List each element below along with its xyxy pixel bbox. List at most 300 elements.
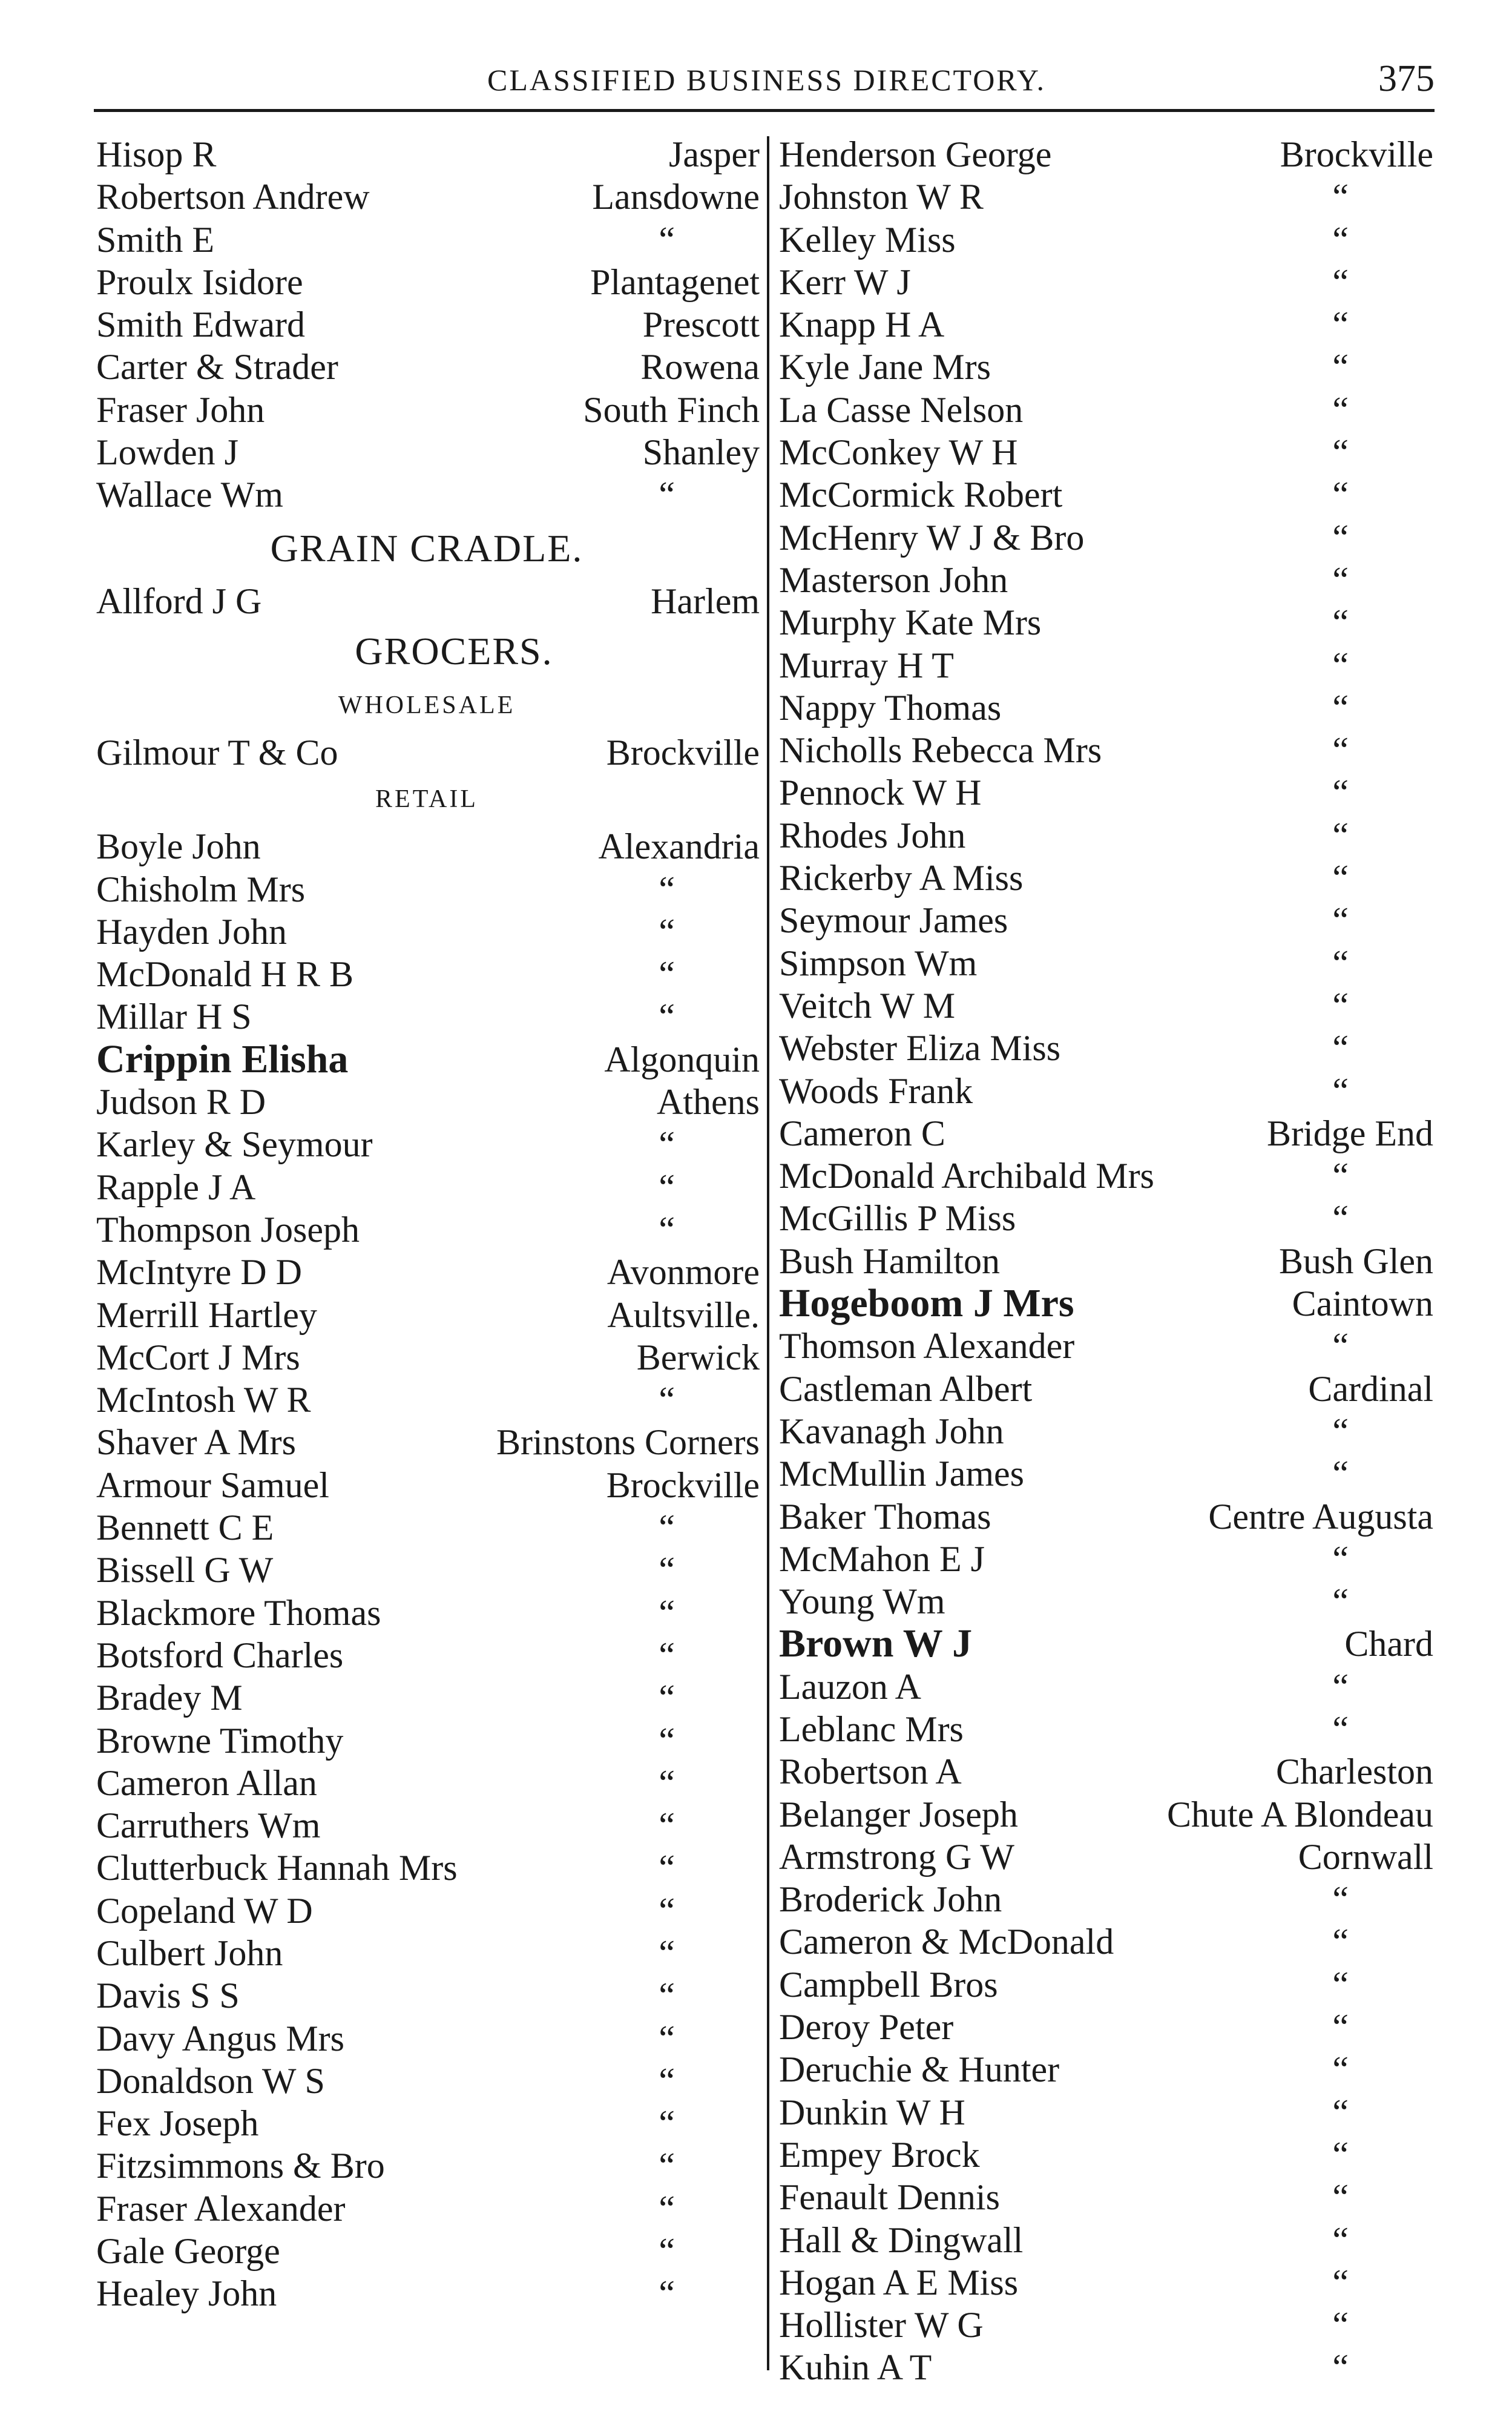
entry-name: Broderick John <box>779 1879 1002 1920</box>
entry-name: Davis S S <box>96 1976 240 2016</box>
entry-name: Young Wm <box>779 1581 945 1622</box>
entry-place: “ <box>659 2060 675 2101</box>
directory-entry <box>94 1251 760 1293</box>
entry-name: Simpson Wm <box>779 943 978 983</box>
directory-entry <box>94 1166 760 1208</box>
section-heading-grocers: GROCERS. <box>355 629 553 673</box>
entry-name: Gilmour T & Co <box>96 732 338 773</box>
entry-name: Kavanagh John <box>779 1411 1004 1451</box>
entry-place: “ <box>659 1848 675 1888</box>
left-top-listing <box>94 133 760 516</box>
entry-place: “ <box>1332 1538 1349 1579</box>
directory-entry <box>777 1920 1433 1963</box>
directory-entry <box>777 176 1433 218</box>
directory-entry <box>777 1963 1433 2006</box>
entry-name: McConkey W H <box>779 432 1018 473</box>
entry-name: Veitch W M <box>779 985 956 1026</box>
entry-place: “ <box>659 475 675 515</box>
entry-place: “ <box>1332 1964 1349 2005</box>
entry-name: Copeland W D <box>96 1890 313 1931</box>
entry-place: “ <box>1332 1581 1349 1622</box>
directory-entry <box>777 516 1433 559</box>
directory-entry <box>777 1282 1433 1325</box>
entry-name: McMullin James <box>779 1454 1024 1494</box>
directory-entry <box>94 389 760 431</box>
directory-entry <box>94 1890 760 1932</box>
directory-entry <box>94 2187 760 2230</box>
entry-name: McCormick Robert <box>779 475 1063 515</box>
entry-name: Masterson John <box>779 559 1008 600</box>
directory-entry <box>777 687 1433 729</box>
directory-entry <box>777 431 1433 473</box>
entry-place: “ <box>659 1720 675 1761</box>
entry-place: “ <box>1332 815 1349 855</box>
directory-entry <box>94 1294 760 1336</box>
entry-name: Hisop R <box>96 134 217 174</box>
entry-name: Hall & Dingwall <box>779 2220 1024 2260</box>
entry-place: “ <box>1332 219 1349 260</box>
entry-name: Blackmore Thomas <box>96 1592 381 1633</box>
entry-place: “ <box>1332 687 1349 728</box>
entry-place: “ <box>1332 1879 1349 1920</box>
entry-name: Fraser John <box>96 389 265 430</box>
entry-name: Bradey M <box>96 1678 243 1718</box>
entry-name: Nicholls Rebecca Mrs <box>779 730 1102 771</box>
entry-name: Bissell G W <box>96 1550 274 1590</box>
entry-place: Centre Augusta <box>1208 1496 1433 1537</box>
page-number: 375 <box>1378 58 1435 99</box>
entry-name: Woods Frank <box>779 1070 973 1111</box>
entry-place: “ <box>1332 2220 1349 2260</box>
entry-place: “ <box>659 1933 675 1973</box>
column-divider <box>767 136 769 2370</box>
directory-entry <box>94 868 760 911</box>
directory-entry <box>94 2230 760 2272</box>
entry-place: “ <box>1332 2007 1349 2048</box>
entry-place: Harlem <box>651 581 760 621</box>
entry-name: Smith Edward <box>96 305 305 345</box>
entry-place: “ <box>659 1805 675 1846</box>
directory-entry <box>777 984 1433 1027</box>
directory-entry <box>777 559 1433 601</box>
directory-entry <box>94 953 760 995</box>
right-column <box>777 133 1433 2389</box>
entry-place: Rowena <box>640 347 760 387</box>
entry-place: “ <box>1332 1454 1349 1494</box>
entry-place: “ <box>659 1678 675 1718</box>
entry-place: “ <box>1332 517 1349 558</box>
entry-place: “ <box>1332 2347 1349 2388</box>
directory-entry <box>777 1410 1433 1452</box>
directory-entry <box>777 1155 1433 1197</box>
directory-entry <box>777 261 1433 303</box>
entry-place: “ <box>1332 177 1349 217</box>
entry-name: Robertson Andrew <box>96 177 370 217</box>
entry-place: “ <box>659 219 675 260</box>
entry-place: “ <box>1332 1028 1349 1069</box>
directory-entry <box>777 346 1433 388</box>
entry-name: McIntosh W R <box>96 1380 311 1420</box>
directory-entry <box>777 1070 1433 1112</box>
directory-entry <box>777 1112 1433 1155</box>
directory-entry <box>94 1464 760 1506</box>
directory-entry <box>94 133 760 176</box>
entry-place: Berwick <box>636 1337 760 1377</box>
entry-place: Caintown <box>1292 1284 1433 1324</box>
entry-name: Dunkin W H <box>779 2092 965 2132</box>
directory-entry <box>777 729 1433 771</box>
directory-entry <box>94 825 760 868</box>
entry-place: “ <box>1332 645 1349 685</box>
directory-entry <box>777 814 1433 857</box>
entry-place: Cardinal <box>1308 1368 1433 1409</box>
entry-place: “ <box>1332 1326 1349 1366</box>
entry-name: McIntyre D D <box>96 1252 302 1293</box>
entry-name: Leblanc Mrs <box>779 1709 964 1749</box>
entry-place: “ <box>659 1890 675 1931</box>
entry-name: Chisholm Mrs <box>96 869 306 909</box>
directory-entry <box>777 2261 1433 2304</box>
entry-place: “ <box>659 1976 675 2016</box>
entry-name: Cameron Allan <box>96 1762 317 1803</box>
entry-place: “ <box>1332 2177 1349 2218</box>
entry-place: Chute A Blondeau <box>1167 1794 1433 1834</box>
entry-name: Millar H S <box>96 997 252 1037</box>
entry-name: Carruthers Wm <box>96 1805 321 1846</box>
entry-name: Smith E <box>96 219 215 260</box>
directory-entry <box>94 1592 760 1634</box>
directory-entry <box>777 1708 1433 1750</box>
subheading-retail: RETAIL <box>375 785 478 814</box>
directory-entry <box>94 1123 760 1165</box>
directory-entry <box>94 261 760 303</box>
directory-entry <box>777 1580 1433 1623</box>
entry-name: Shaver A Mrs <box>96 1422 296 1463</box>
entry-name: Johnston W R <box>779 177 984 217</box>
entry-place: Athens <box>657 1082 760 1122</box>
entry-place: “ <box>659 1635 675 1675</box>
entry-place: “ <box>1332 2305 1349 2345</box>
directory-entry <box>777 771 1433 814</box>
entry-name: Rhodes John <box>779 815 966 855</box>
entry-place: “ <box>659 1762 675 1803</box>
directory-entry <box>777 857 1433 899</box>
entry-name: Carter & Strader <box>96 347 338 387</box>
directory-entry <box>94 431 760 473</box>
directory-entry <box>94 219 760 261</box>
entry-place: “ <box>659 1209 675 1250</box>
directory-entry <box>94 1676 760 1719</box>
entry-name: Clutterbuck Hannah Mrs <box>96 1848 458 1888</box>
entry-name: Fitzsimmons & Bro <box>96 2146 385 2186</box>
entry-place: “ <box>1332 2262 1349 2302</box>
directory-entry <box>94 2144 760 2187</box>
directory-entry <box>777 1368 1433 1410</box>
entry-name: Healey John <box>96 2273 277 2314</box>
directory-entry <box>777 2176 1433 2218</box>
entry-name: Baker Thomas <box>779 1496 991 1537</box>
entry-place: “ <box>1332 2134 1349 2175</box>
retail-listing <box>94 825 760 2315</box>
entry-place: Brockville <box>1280 134 1433 174</box>
directory-entry <box>94 1549 760 1591</box>
directory-entry <box>94 911 760 953</box>
directory-entry <box>94 1208 760 1251</box>
entry-name: Bush Hamilton <box>779 1241 1001 1281</box>
entry-place: Bridge End <box>1267 1113 1433 1153</box>
entry-place: “ <box>1332 1198 1349 1239</box>
entry-place: “ <box>1332 943 1349 983</box>
entry-name: McDonald H R B <box>96 954 353 995</box>
entry-name: Proulx Isidore <box>96 262 303 302</box>
directory-entry <box>777 2091 1433 2134</box>
entry-place: Avonmore <box>606 1252 760 1293</box>
entry-place: “ <box>1332 1156 1349 1196</box>
entry-name: Thompson Joseph <box>96 1209 360 1250</box>
directory-entry <box>777 303 1433 346</box>
entry-name: Webster Eliza Miss <box>779 1028 1061 1069</box>
directory-entry <box>94 1762 760 1804</box>
entry-name: Campbell Bros <box>779 1964 998 2005</box>
entry-name: McHenry W J & Bro <box>779 517 1085 558</box>
directory-entry <box>777 1666 1433 1708</box>
directory-entry <box>94 1932 760 1974</box>
directory-entry <box>94 176 760 218</box>
directory-entry <box>94 1719 760 1762</box>
entry-place: “ <box>1332 1070 1349 1111</box>
directory-entry <box>94 473 760 516</box>
entry-place: “ <box>1332 305 1349 345</box>
entry-name: Rickerby A Miss <box>779 858 1024 898</box>
directory-entry <box>94 1974 760 2017</box>
header-rule <box>94 109 1435 112</box>
entry-place: “ <box>1332 1411 1349 1451</box>
directory-entry <box>777 1325 1433 1367</box>
entry-place: “ <box>659 2273 675 2314</box>
entry-place: Brockville <box>606 1465 760 1505</box>
directory-entry <box>777 942 1433 984</box>
directory-entry <box>94 346 760 388</box>
entry-place: “ <box>1332 432 1349 473</box>
entry-name: Deruchie & Hunter <box>779 2049 1060 2090</box>
directory-entry <box>777 2006 1433 2048</box>
entry-place: “ <box>659 2018 675 2058</box>
entry-place: Lansdowne <box>592 177 760 217</box>
directory-entry <box>94 2272 760 2315</box>
entry-place: Brockville <box>606 732 760 773</box>
entry-name: Hayden John <box>96 911 287 952</box>
directory-entry <box>777 601 1433 644</box>
directory-entry <box>777 1027 1433 1069</box>
entry-name: Deroy Peter <box>779 2007 954 2048</box>
entry-name: Browne Timothy <box>96 1720 344 1761</box>
directory-entry <box>777 2219 1433 2261</box>
entry-place: “ <box>659 2188 675 2229</box>
entry-place: “ <box>1332 389 1349 430</box>
entry-name: Castleman Albert <box>779 1368 1033 1409</box>
directory-entry <box>94 1421 760 1463</box>
entry-place: “ <box>659 869 675 909</box>
right-listing <box>777 133 1433 2389</box>
entry-name: Culbert John <box>96 1933 283 1973</box>
entry-place: “ <box>1332 347 1349 387</box>
directory-entry <box>777 1623 1433 1665</box>
entry-name: Lauzon A <box>779 1666 921 1707</box>
entry-name: Murphy Kate Mrs <box>779 602 1042 643</box>
entry-name: Donaldson W S <box>96 2060 325 2101</box>
entry-name: Seymour James <box>779 900 1008 941</box>
entry-place: Bush Glen <box>1279 1241 1433 1281</box>
entry-place: “ <box>659 1380 675 1420</box>
directory-entry <box>777 1538 1433 1580</box>
entry-name: Fex Joseph <box>96 2103 259 2144</box>
entry-name: Fenault Dennis <box>779 2177 1000 2218</box>
entry-name: Armour Samuel <box>96 1465 329 1505</box>
directory-entry <box>777 389 1433 431</box>
directory-entry <box>777 133 1433 176</box>
directory-entry <box>777 2304 1433 2346</box>
entry-name: Karley & Seymour <box>96 1124 373 1165</box>
subheading-wholesale: WHOLESALE <box>338 691 516 719</box>
entry-name: Bennett C E <box>96 1508 274 1548</box>
entry-name: Empey Brock <box>779 2134 980 2175</box>
entry-place: “ <box>1332 2092 1349 2132</box>
running-title: CLASSIFIED BUSINESS DIRECTORY. <box>487 63 1047 97</box>
entry-name: McCort J Mrs <box>96 1337 300 1377</box>
entry-name: McDonald Archibald Mrs <box>779 1156 1154 1196</box>
directory-entry <box>777 1495 1433 1538</box>
entry-name: Judson R D <box>96 1082 266 1122</box>
entry-name: Allford J G <box>96 581 262 621</box>
directory-entry <box>777 1836 1433 1878</box>
directory-entry <box>777 1793 1433 1836</box>
entry-place: Brinstons Corners <box>496 1422 760 1463</box>
entry-place: Shanley <box>642 432 760 473</box>
entry-name: Hogeboom J Mrs <box>779 1281 1074 1326</box>
directory-entry <box>94 1804 760 1847</box>
entry-name: Nappy Thomas <box>779 687 1002 728</box>
entry-name: Wallace Wm <box>96 475 283 515</box>
entry-name: Murray H T <box>779 645 954 685</box>
entry-name: Rapple J A <box>96 1167 256 1207</box>
directory-entry <box>777 644 1433 687</box>
directory-entry <box>94 995 760 1038</box>
directory-entry <box>94 580 760 622</box>
entry-place: “ <box>1332 985 1349 1026</box>
entry-name: Crippin Elisha <box>96 1037 349 1081</box>
wholesale-listing <box>94 731 760 774</box>
grain-cradle-listing <box>94 580 760 622</box>
entry-name: Knapp H A <box>779 305 945 345</box>
directory-entry <box>94 1634 760 1676</box>
entry-place: Prescott <box>642 305 760 345</box>
entry-name: Kuhin A T <box>779 2347 932 2388</box>
entry-name: Lowden J <box>96 432 238 473</box>
entry-name: McMahon E J <box>779 1538 985 1579</box>
directory-entry <box>777 2048 1433 2091</box>
directory-entry <box>94 731 760 774</box>
directory-entry <box>777 473 1433 516</box>
entry-place: “ <box>1332 858 1349 898</box>
entry-name: Kelley Miss <box>779 219 956 260</box>
entry-place: “ <box>1332 730 1349 771</box>
directory-entry <box>777 1240 1433 1282</box>
entry-name: Merrill Hartley <box>96 1294 317 1335</box>
entry-name: Kyle Jane Mrs <box>779 347 991 387</box>
directory-entry <box>94 2060 760 2102</box>
page-header <box>94 58 1435 112</box>
directory-entry <box>94 1081 760 1123</box>
entry-place: “ <box>659 911 675 952</box>
directory-entry <box>94 1038 760 1081</box>
section-heading-grain-cradle: GRAIN CRADLE. <box>270 526 583 570</box>
entry-place: “ <box>659 1550 675 1590</box>
entry-place: “ <box>659 2103 675 2144</box>
directory-entry <box>94 303 760 346</box>
entry-place: Cornwall <box>1298 1836 1433 1877</box>
entry-place: “ <box>659 954 675 995</box>
entry-place: Aultsville. <box>607 1294 760 1335</box>
entry-place: “ <box>659 2231 675 2272</box>
entry-name: McGillis P Miss <box>779 1198 1016 1239</box>
entry-name: Cameron & McDonald <box>779 1922 1114 1962</box>
entry-name: Robertson A <box>779 1752 962 1792</box>
entry-place: “ <box>1332 1709 1349 1749</box>
directory-entry <box>777 219 1433 261</box>
directory-entry <box>777 1452 1433 1495</box>
entry-name: Brown W J <box>779 1621 973 1666</box>
entry-name: Fraser Alexander <box>96 2188 346 2229</box>
directory-entry <box>94 1336 760 1379</box>
entry-name: Pennock W H <box>779 773 982 813</box>
entry-place: “ <box>659 2146 675 2186</box>
entry-place: “ <box>1332 1666 1349 1707</box>
entry-place: South Finch <box>583 389 760 430</box>
directory-entry <box>777 899 1433 941</box>
directory-entry <box>777 1750 1433 1793</box>
entry-name: Cameron C <box>779 1113 945 1153</box>
directory-entry <box>777 2134 1433 2176</box>
directory-entry <box>94 1506 760 1549</box>
entry-place: “ <box>659 1592 675 1633</box>
entry-place: Algonquin <box>604 1039 760 1080</box>
entry-place: Alexandria <box>598 826 760 867</box>
entry-name: Belanger Joseph <box>779 1794 1018 1834</box>
entry-name: Davy Angus Mrs <box>96 2018 345 2058</box>
entry-name: Thomson Alexander <box>779 1326 1075 1366</box>
entry-name: Hogan A E Miss <box>779 2262 1019 2302</box>
entry-name: Armstrong G W <box>779 1836 1014 1877</box>
entry-place: “ <box>1332 559 1349 600</box>
entry-place: “ <box>1332 2049 1349 2090</box>
entry-place: “ <box>659 1508 675 1548</box>
entry-name: Botsford Charles <box>96 1635 344 1675</box>
directory-entry <box>94 1379 760 1421</box>
entry-name: Boyle John <box>96 826 261 867</box>
entry-place: “ <box>1332 262 1349 302</box>
directory-entry <box>94 2017 760 2060</box>
directory-entry <box>777 1197 1433 1239</box>
entry-place: “ <box>1332 602 1349 643</box>
entry-place: “ <box>1332 900 1349 941</box>
directory-entry <box>94 1847 760 1889</box>
entry-place: “ <box>659 1124 675 1165</box>
entry-place: “ <box>659 1167 675 1207</box>
entry-name: Henderson George <box>779 134 1052 174</box>
entry-name: La Casse Nelson <box>779 389 1024 430</box>
entry-place: Jasper <box>669 134 760 174</box>
entry-place: “ <box>1332 475 1349 515</box>
